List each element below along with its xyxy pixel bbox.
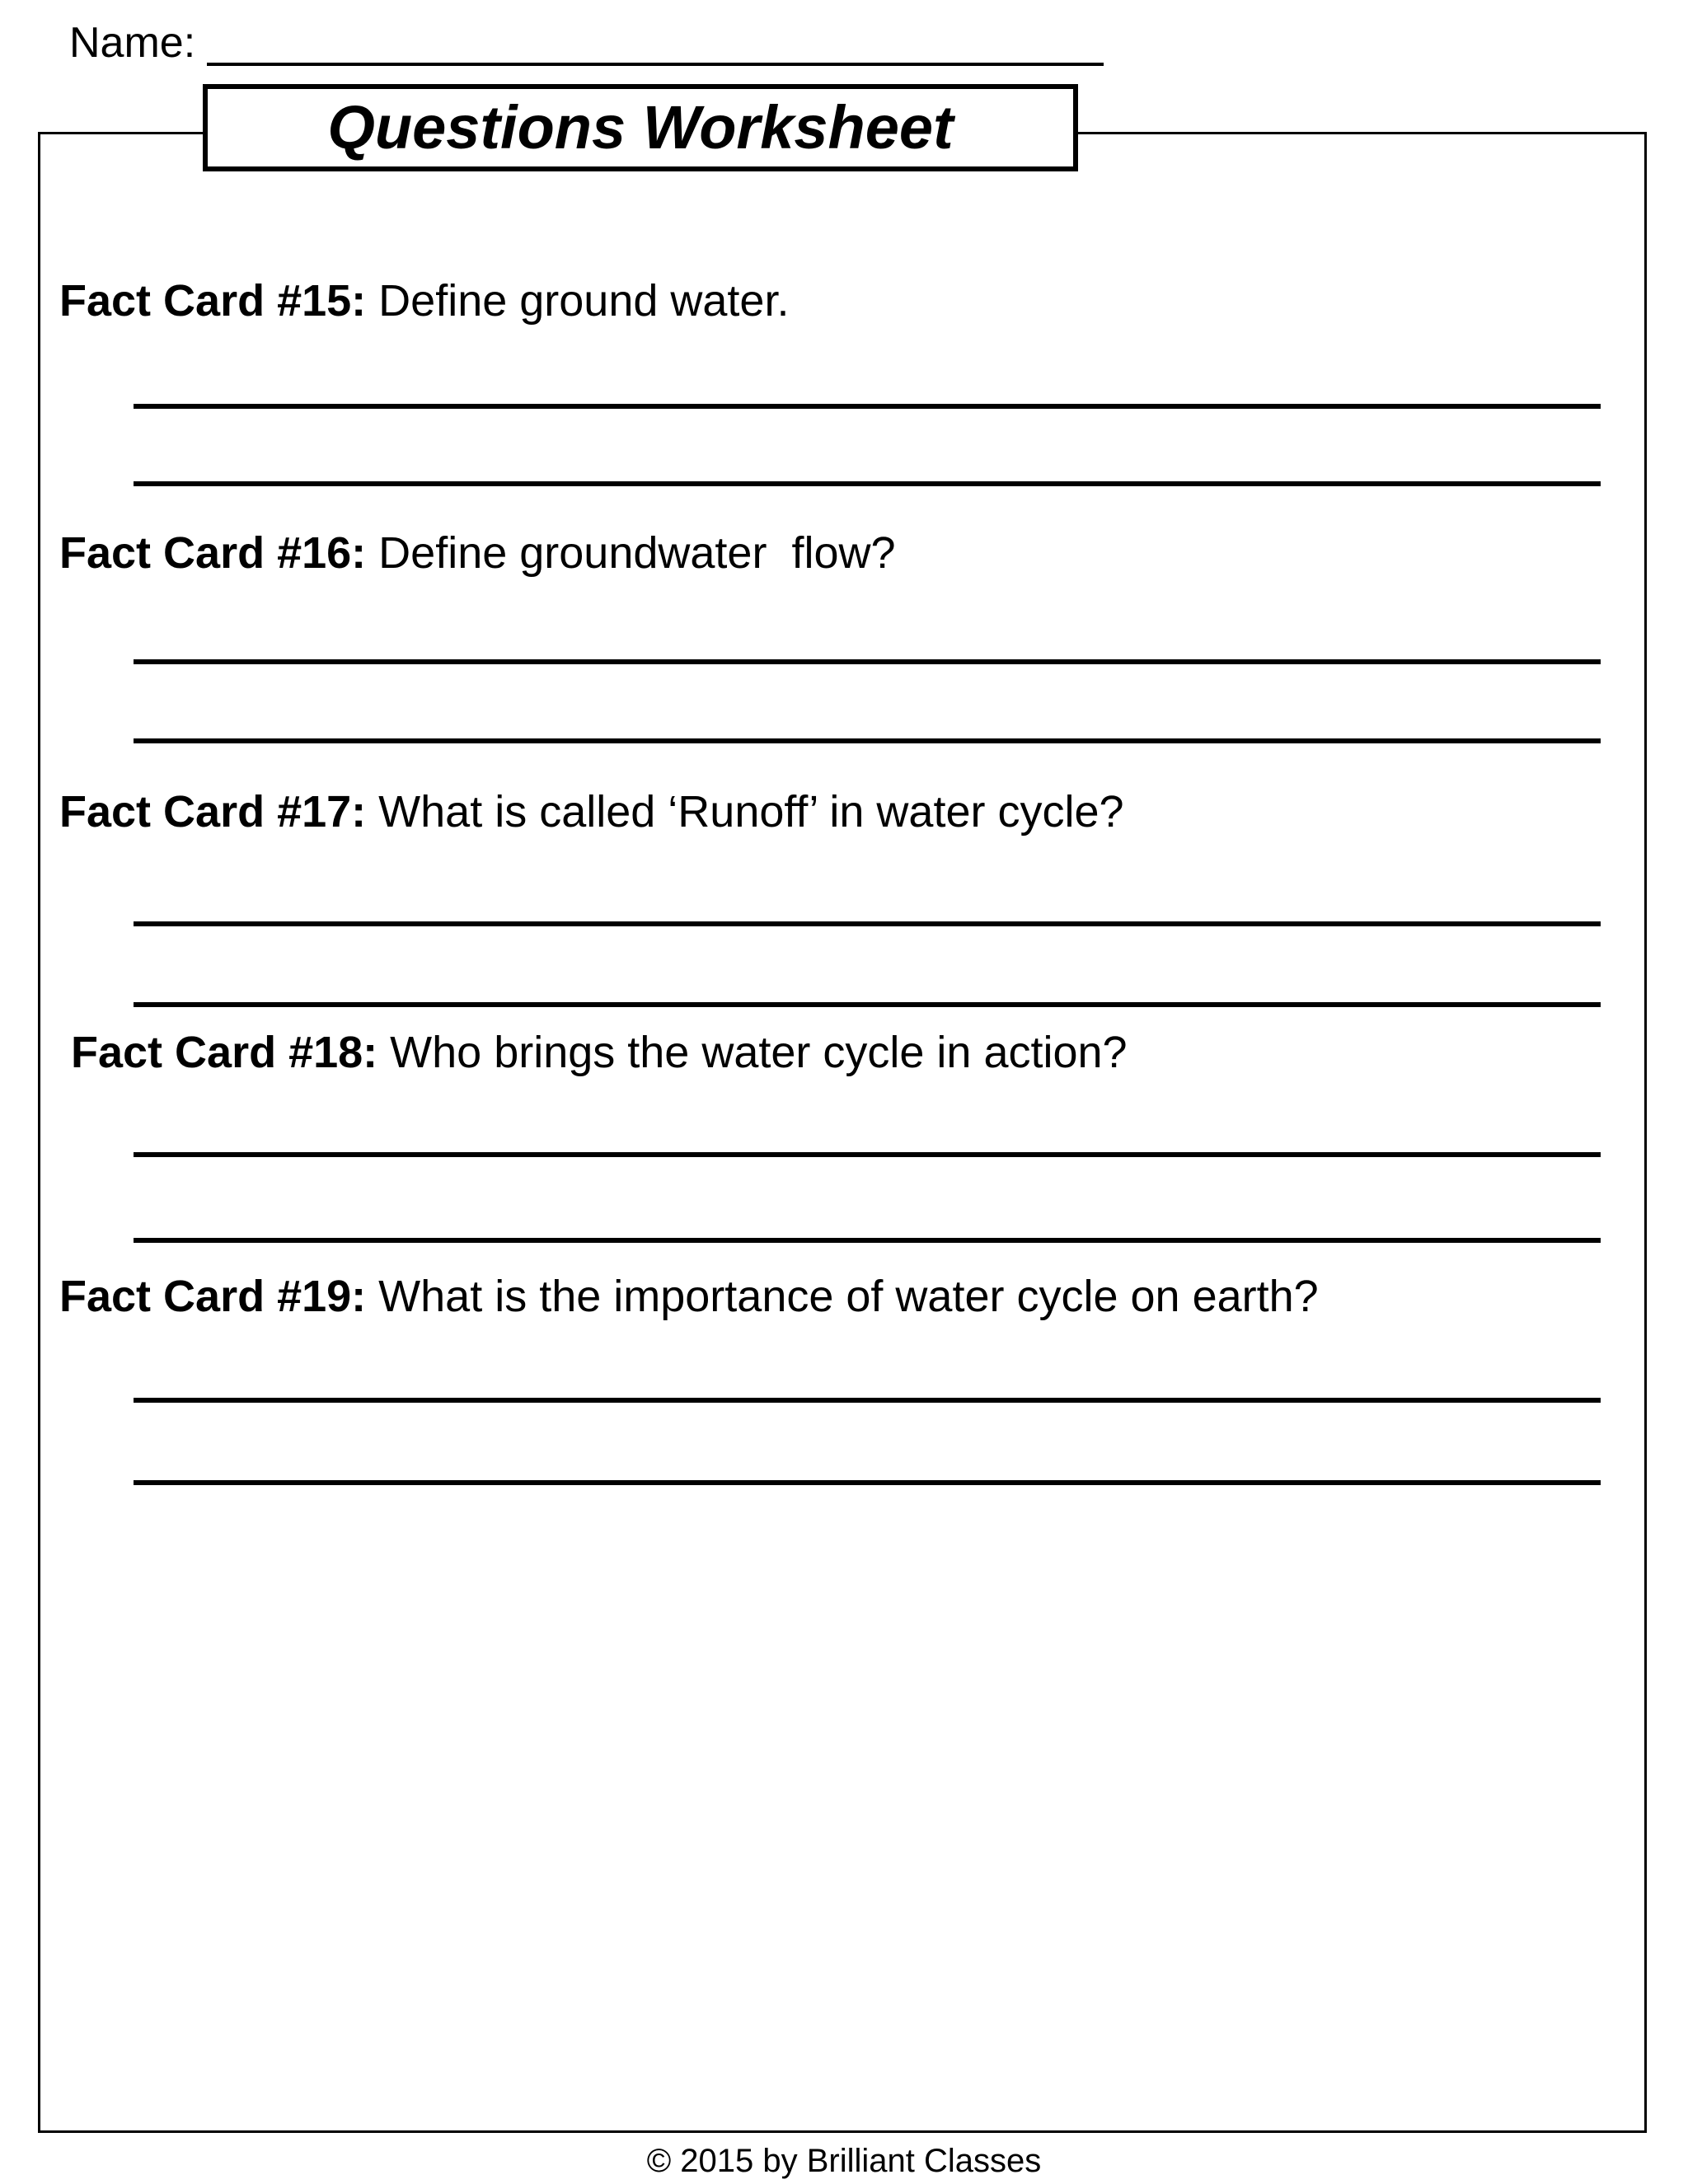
answer-line[interactable] bbox=[134, 738, 1601, 743]
question-label: Fact Card #19: bbox=[59, 1272, 367, 1321]
answer-line[interactable] bbox=[134, 1002, 1601, 1007]
question-18 bbox=[71, 1030, 1128, 1075]
question-17 bbox=[59, 787, 1124, 837]
question-text: Who brings the water cycle in action? bbox=[377, 1028, 1128, 1077]
answer-line[interactable] bbox=[134, 1152, 1601, 1157]
name-label: Name: bbox=[69, 19, 196, 67]
question-text: What is the importance of water cycle on earth? bbox=[366, 1272, 1319, 1321]
answer-line[interactable] bbox=[134, 1480, 1601, 1485]
copyright-footer: © 2015 by Brilliant Classes bbox=[646, 2143, 1042, 2179]
question-text: Define groundwater flow? bbox=[366, 528, 896, 578]
worksheet-title: Questions Worksheet bbox=[327, 93, 954, 162]
question-16 bbox=[59, 528, 896, 578]
name-input-line[interactable] bbox=[207, 63, 1104, 66]
answer-line[interactable] bbox=[134, 404, 1601, 409]
answer-line[interactable] bbox=[134, 921, 1601, 926]
question-label: Fact Card #17: bbox=[59, 787, 367, 837]
answer-line[interactable] bbox=[134, 481, 1601, 486]
title-box bbox=[203, 84, 1078, 171]
answer-line[interactable] bbox=[134, 1398, 1601, 1403]
question-text: What is called ‘Runoff’ in water cycle? bbox=[366, 787, 1124, 837]
answer-line[interactable] bbox=[134, 659, 1601, 664]
answer-line[interactable] bbox=[134, 1238, 1601, 1243]
question-19 bbox=[59, 1274, 1319, 1319]
question-label: Fact Card #15: bbox=[59, 276, 367, 326]
question-label: Fact Card #18: bbox=[71, 1028, 378, 1077]
worksheet-frame bbox=[38, 132, 1647, 2133]
question-text: Define ground water. bbox=[366, 276, 790, 326]
name-field-row bbox=[69, 12, 1104, 69]
question-15 bbox=[59, 276, 790, 326]
question-label: Fact Card #16: bbox=[59, 528, 367, 578]
